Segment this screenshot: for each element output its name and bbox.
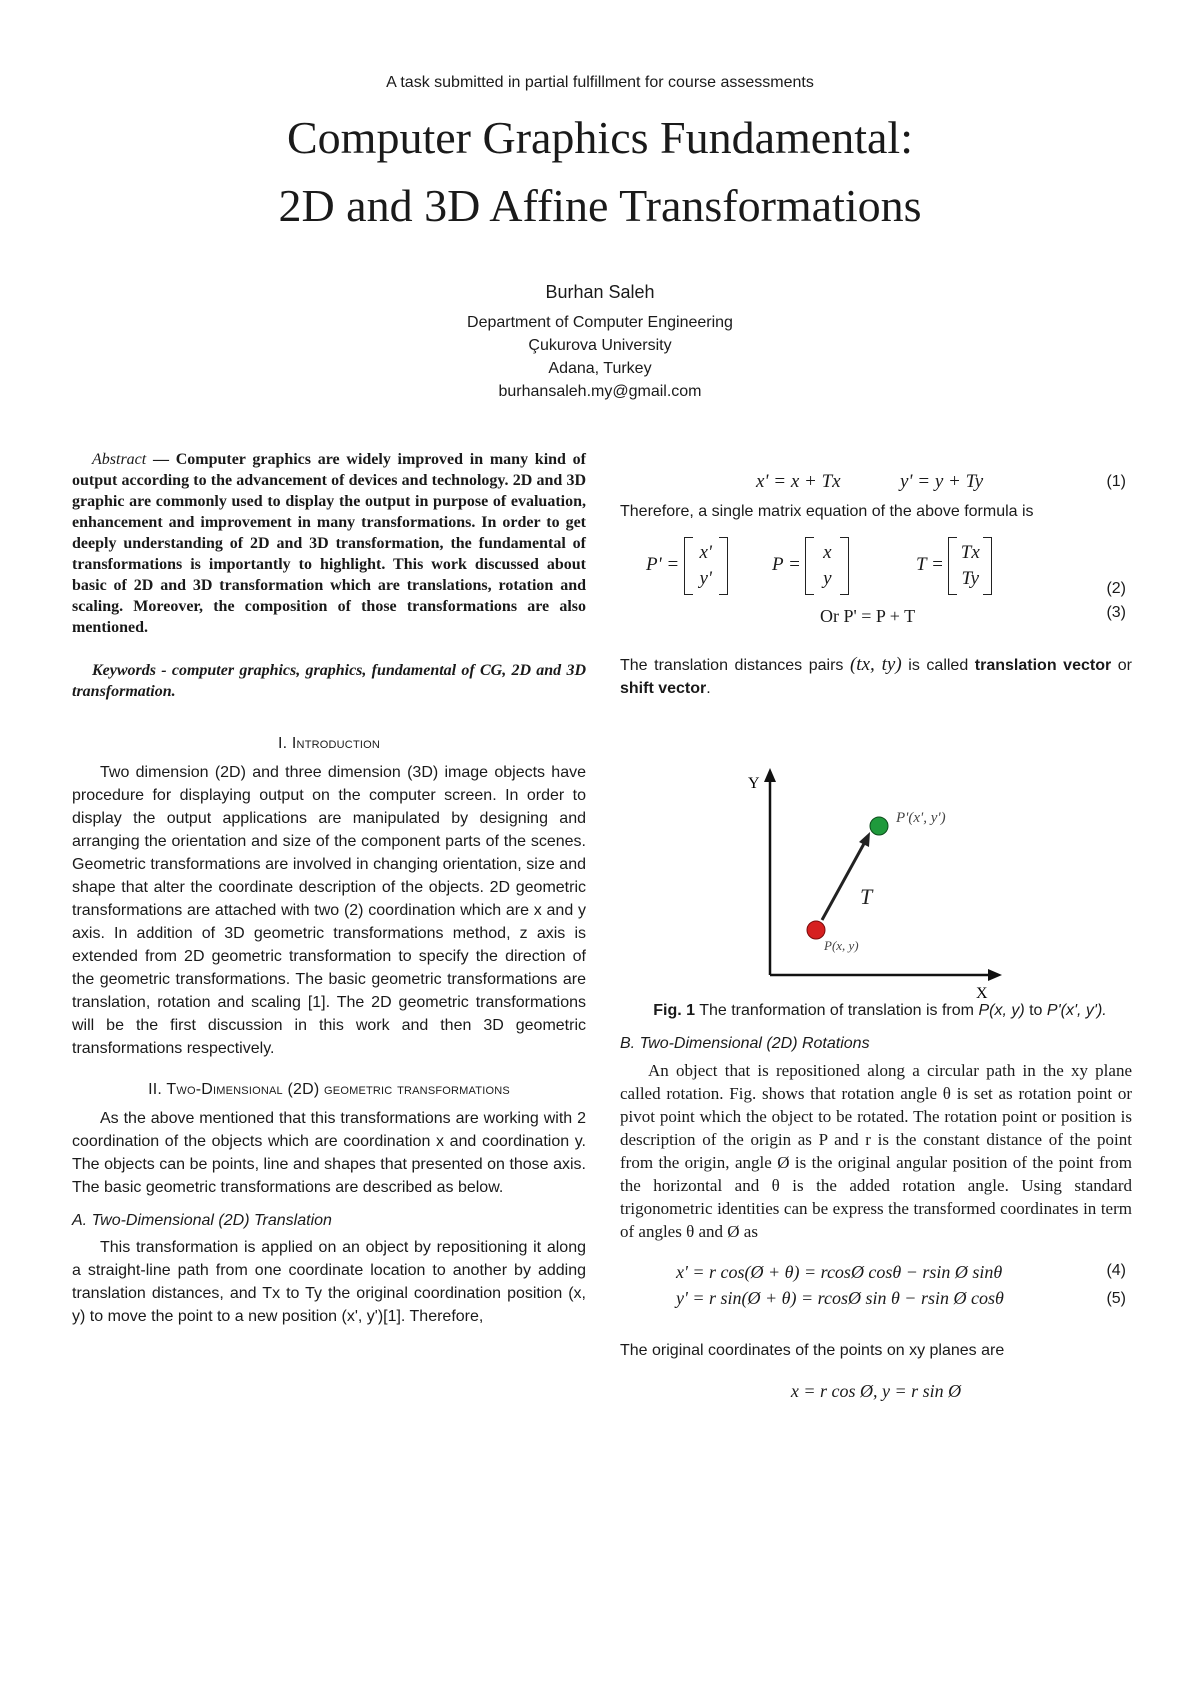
section2-paragraph: As the above mentioned that this transformations are working with 2 coordination of the objects which are coordination x and coordination y. The objects can be points, line and shapes that presented on those axis. The basic geometric transformations are described as below. — [72, 1110, 586, 1196]
matrix-p-prime — [646, 537, 728, 595]
matrix-p-prime-top: x' — [699, 542, 712, 563]
polar-intro: The original coordinates of the points on xy planes are — [620, 1342, 1005, 1359]
matrix-t-bottom: Ty — [961, 568, 980, 589]
keywords-label: Keywords - — [92, 662, 172, 679]
equation-5 — [620, 1288, 1132, 1325]
author-department: Department of Computer Engineering — [467, 314, 733, 331]
x-axis-label: X — [976, 985, 988, 1000]
author-email[interactable]: burhansaleh.my@gmail.com — [498, 383, 702, 400]
matrix-intro: Therefore, a single matrix equation of the above formula is — [620, 503, 1034, 520]
author-name: Burhan Saleh — [545, 282, 655, 302]
section2-heading: II. Two-Dimensional (2D) geometric transformations — [148, 1081, 510, 1098]
eq3-text: Or P' = P + T — [820, 606, 916, 626]
matrix-t-top: Tx — [960, 542, 980, 563]
abstract-text: Computer graphics are widely improved in many kind of output according to the advancement of devices and technology. 2D and 3D graphic are commonly used to display the output in purpose of evaluation, enhancement and improvement in many transformations. In order to get deeply understanding of 2D and 3D transformation, the fundamental of transformations is importantly to highlight. This work discussed about basic of 2D and 3D transformation which are translations, rotation and scaling. Moreover, the composition of those transformations are also mentioned. — [72, 451, 587, 636]
point-p-prime — [870, 817, 888, 835]
submission-note: A task submitted in partial fulfillment for course assessments — [386, 74, 814, 91]
shift-vector-bold: shift vector — [620, 680, 707, 697]
eq1-rhs: y' = y + Ty — [900, 471, 984, 492]
figure-caption-pprime: P'(x', y'). — [1046, 1002, 1107, 1019]
keywords-text: computer graphics, graphics, fundamental of CG, 2D and 3D transformation. — [72, 662, 586, 700]
matrix-p-top: x — [823, 542, 832, 563]
p-prime-label: P'(x', y') — [896, 810, 946, 826]
matrix-p-prime-bottom: y' — [699, 568, 712, 589]
matrix-p-bottom: y — [823, 568, 832, 589]
keywords — [72, 660, 586, 702]
figure-caption — [620, 1002, 1140, 1020]
tv-text-a: The translation distances pairs — [620, 657, 850, 674]
paper-title-line1: Computer Graphics Fundamental: — [287, 112, 913, 163]
paper-title-line2: 2D and 3D Affine Transformations — [278, 180, 922, 231]
eq2-number: (2) — [1106, 580, 1126, 597]
abstract — [72, 449, 586, 638]
figure-caption-text: The tranformation of translation is from — [695, 1002, 979, 1019]
subsection-a-heading: A. Two-Dimensional (2D) Translation — [72, 1212, 332, 1229]
figure-caption-p: P(x, y) — [978, 1002, 1025, 1019]
polar-equation: x = r cos Ø, y = r sin Ø — [790, 1381, 962, 1401]
tv-bold: translation vector — [974, 657, 1112, 674]
tv-text-b: is called — [901, 657, 975, 674]
right-column — [620, 470, 1132, 700]
eq5-number: (5) — [1106, 1290, 1126, 1307]
tv-text-c: or — [1111, 657, 1132, 674]
eq1-number: (1) — [1106, 473, 1126, 490]
eq4-number: (4) — [1106, 1262, 1126, 1279]
translation-figure — [740, 760, 1020, 1000]
figure-caption-to: to — [1024, 1002, 1047, 1019]
eq1-lhs: x' = x + Tx — [756, 471, 841, 492]
translation-arrowhead — [859, 832, 870, 847]
subsection-b-heading: B. Two-Dimensional (2D) Rotations — [620, 1035, 870, 1052]
tv-symbol: (tx, ty) — [849, 654, 902, 675]
abstract-dash: — — [146, 451, 176, 468]
eq4-text: x' = r cos(Ø + θ) = rcosØ cosθ − rsin Ø sinθ — [676, 1262, 1003, 1282]
matrix-t-label: T = — [916, 554, 944, 576]
t-label: T — [860, 884, 873, 909]
subsection-a-paragraph: This transformation is applied on an object by repositioning it along a straight-line path from one coordinate location to another by adding translation distances, and Tx to Ty the original coordination position (x, y) to move the point to a new position (x', y')[1]. Therefore, — [72, 1239, 586, 1325]
abstract-label: Abstract — [92, 451, 147, 468]
matrix-p-prime-label: P' = — [646, 554, 680, 576]
equation-3 — [620, 605, 1132, 633]
figure-caption-label: Fig. 1 — [653, 1002, 696, 1019]
matrix-p-label: P = — [772, 554, 801, 576]
equation-1 — [620, 470, 1132, 500]
left-column — [72, 449, 586, 1328]
matrix-p — [772, 537, 849, 595]
eq3-number: (3) — [1106, 604, 1126, 621]
equation-2 — [620, 533, 1132, 605]
subsection-b-paragraph: An object that is repositioned along a circular path in the xy plane called rotation. Fig. shows that rotation angle θ is set as rotation point or pivot point which the object to be rotated. The rotation point or position is description of the origin as P and r is the constant distance of the point from the origin, angle Ø is the original angular position of the point from the horizontal and θ is the added rotation angle. Using standard trigonometric identities can be express the transformed coordinates in term of angles θ and Ø as — [620, 1061, 1132, 1241]
y-axis-label: Y — [748, 775, 760, 792]
eq5-text: y' = r sin(Ø + θ) = rcosØ sin θ − rsin Ø cosθ — [676, 1288, 1004, 1308]
x-axis-arrowhead — [988, 969, 1002, 981]
author-university: Çukurova University — [528, 337, 672, 354]
p-label: P(x, y) — [824, 938, 859, 953]
author-city: Adana, Turkey — [548, 360, 652, 377]
matrix-t — [916, 537, 992, 595]
y-axis-arrowhead — [764, 768, 776, 782]
point-p — [807, 921, 825, 939]
intro-paragraph: Two dimension (2D) and three dimension (3D) image objects have procedure for displaying output on the computer screen. In order to display the output applications are manipulated by designing and arranging the orientation and size of the component parts of the scenes. Geometric transformations are involved in changing orientation, size and shape that alter the coordinate description of the objects. 2D geometric transformations are attached with two (2) coordination which are x and y axis. In addition of 3D geometric transformations method, z axis is extended from 2D geometric transformation to specify the direction of the geometric transformations. The basic geometric transformations are translation, rotation and scaling [1]. The 2D geometric transformations will be the first discussion in this work and then 3D geometric transformations respectively. — [72, 764, 586, 1057]
intro-heading: I. Introduction — [277, 735, 381, 752]
tv-end: . — [706, 680, 711, 697]
translation-vector-paragraph — [620, 653, 1132, 700]
right-column-lower — [620, 1032, 1132, 1403]
